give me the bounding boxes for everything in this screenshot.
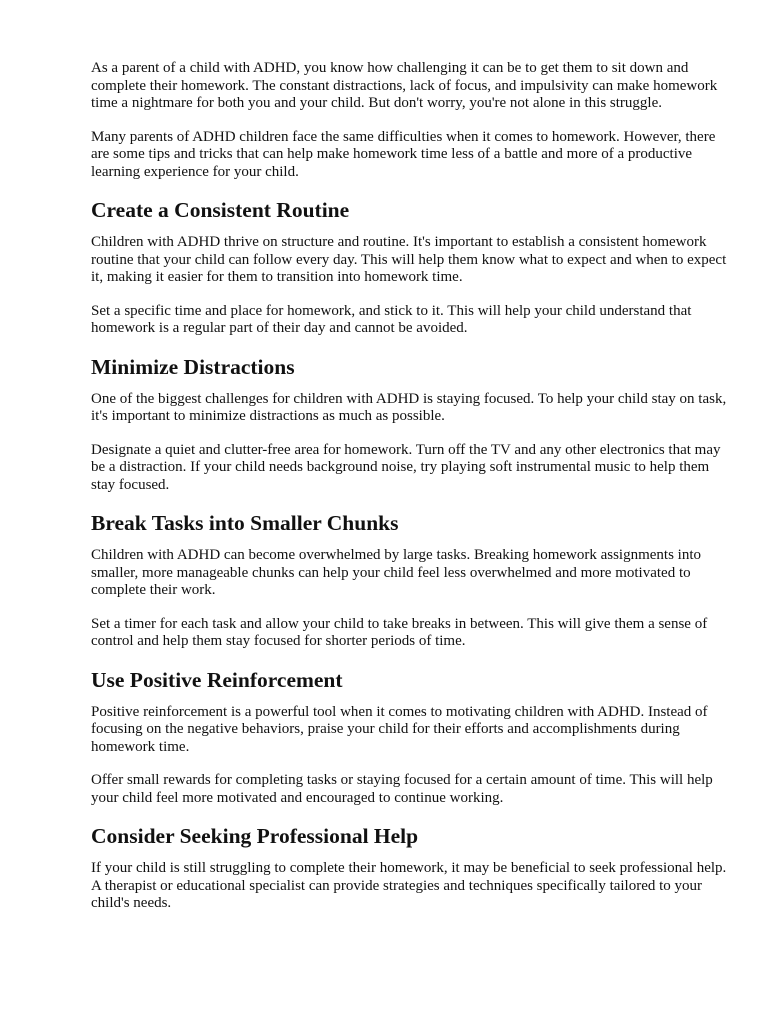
section-heading: Break Tasks into Smaller Chunks [91, 511, 399, 535]
section-paragraph: Designate a quiet and clutter-free area for homework. Turn off the TV and any other electronics that may be a distraction. If your child needs background noise, try playing soft instrumental music to help them stay focused. [91, 441, 721, 493]
section-paragraph: Set a specific time and place for homework, and stick to it. This will help your child understand that homework is a regular part of their day and cannot be avoided. [91, 302, 692, 336]
section-minimize-distractions [91, 354, 731, 495]
section-paragraph: Set a timer for each task and allow your child to take breaks in between. This will give them a sense of control and help them stay focused for shorter periods of time. [91, 615, 708, 649]
section-paragraph: Children with ADHD can become overwhelmed by large tasks. Breaking homework assignments into smaller, more manageable chunks can help your child feel less overwhelmed and more motivated to complete their work. [91, 547, 702, 598]
section-paragraph: One of the biggest challenges for children with ADHD is staying focused. To help your child stay on task, it's important to minimize distractions as much as possible. [91, 390, 727, 424]
section-paragraph: Children with ADHD thrive on structure and routine. It's important to establish a consistent homework routine that your child can follow every day. This will help them know what to expect and when to expect it, making it easier for them to transition into homework time. [91, 234, 727, 285]
section-professional-help [91, 823, 731, 913]
intro-paragraph-1: As a parent of a child with ADHD, you know how challenging it can be to get them to sit down and complete their homework. The constant distractions, lack of focus, and impulsivity can make homework time a nightmare for both you and your child. But don't worry, you're not alone in this struggle. [91, 60, 718, 111]
section-paragraph: If your child is still struggling to complete their homework, it may be beneficial to seek professional help. A therapist or educational specialist can provide strategies and techniques specifically tailored to your child's needs. [91, 860, 727, 911]
section-consistent-routine [91, 197, 731, 338]
section-heading: Consider Seeking Professional Help [91, 824, 419, 848]
section-paragraph: Positive reinforcement is a powerful tool when it comes to motivating children with ADHD. Instead of focusing on the negative behaviors, praise your child for their efforts and accomplishments during homework time. [91, 703, 708, 755]
section-heading: Use Positive Reinforcement [91, 667, 343, 692]
document-page [91, 60, 731, 929]
section-heading: Create a Consistent Routine [91, 198, 350, 222]
section-paragraph: Offer small rewards for completing tasks or staying focused for a certain amount of time. This will help your child feel more motivated and encouraged to continue working. [91, 772, 713, 806]
section-heading: Minimize Distractions [91, 354, 295, 379]
section-break-tasks [91, 510, 731, 651]
intro-paragraph-2: Many parents of ADHD children face the same difficulties when it comes to homework. However, there are some tips and tricks that can help make homework time less of a battle and more of a productive learning experience for your child. [91, 128, 716, 180]
section-positive-reinforcement [91, 667, 731, 808]
